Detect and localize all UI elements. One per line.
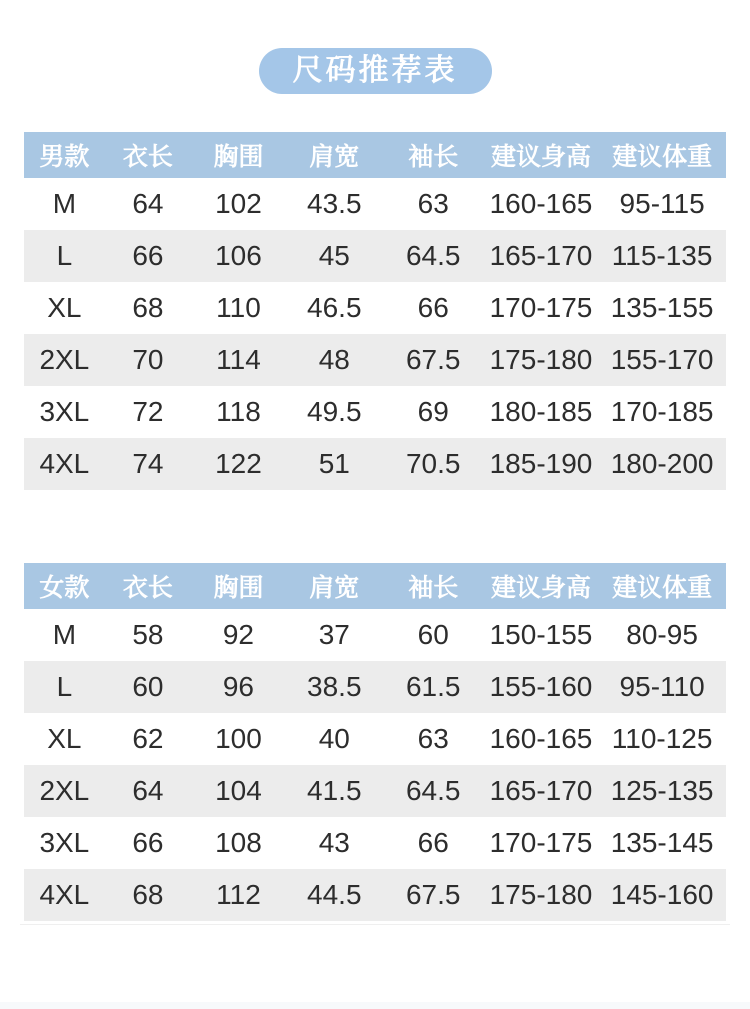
size-cell: XL [47,723,82,754]
page-title: 尺码推荐表 [259,48,492,94]
size-cell: 3XL [39,396,90,427]
table-cell: 102 [215,188,262,219]
bottom-shadow [0,1002,750,1009]
table-row [24,334,726,386]
table-cell: 80-95 [626,619,698,650]
table-row [24,817,726,869]
header-cell-shoulder: 肩宽 [286,563,383,609]
table-cell: 63 [417,723,449,754]
table-cell: 95-115 [619,188,705,219]
table-cell: 62 [132,723,164,754]
table-cell: 58 [132,619,164,650]
size-cell: 4XL [24,438,105,490]
table-cell: 92 [222,619,255,650]
size-cell: 2XL [24,765,105,817]
header-cell-length: 衣长 [105,563,191,609]
table-cell: 66 [105,230,191,282]
table-cell: 64 [132,188,164,219]
table-cell: 104 [191,765,286,817]
table-row [24,765,726,817]
table-cell: 118 [216,396,261,427]
table-cell: 70.5 [383,438,484,490]
table-cell: 122 [191,438,286,490]
table-cell: 170-175 [489,292,593,323]
table-row [24,386,726,438]
table-cell: 165-170 [484,765,598,817]
table-cell: 115-135 [598,230,726,282]
table-row [24,713,726,765]
table-cell: 165-170 [484,230,598,282]
table-cell: 180-200 [598,438,726,490]
header-cell-height: 建议身高 [484,563,598,609]
table-cell: 110 [216,292,261,323]
table-cell: 95-110 [598,661,726,713]
size-cell: 4XL [24,869,105,921]
header-cell-sleeve: 袖长 [383,132,484,178]
table-cell: 135-155 [610,292,714,323]
header-cell-weight: 建议体重 [598,563,726,609]
header-cell-sleeve: 袖长 [383,563,484,609]
table-cell: 160-165 [489,723,593,754]
table-cell: 175-180 [484,334,598,386]
title-area [0,0,750,94]
table-cell: 37 [318,619,350,650]
table-cell: 69 [417,396,449,427]
table-row [24,438,726,490]
size-cell: M [52,619,77,650]
table-cell: 41.5 [286,765,383,817]
table-cell: 108 [215,827,262,858]
header-cell-length: 衣长 [105,132,191,178]
table-cell: 112 [191,869,286,921]
header-cell-gender: 女款 [24,563,105,609]
table-cell: 96 [191,661,286,713]
header-cell-height: 建议身高 [484,132,598,178]
table-cell: 64.5 [383,765,484,817]
table-cell: 135-145 [610,827,714,858]
table-cell: 170-175 [489,827,593,858]
table-cell: 106 [191,230,286,282]
header-cell-weight: 建议体重 [598,132,726,178]
womens-size-table [24,563,726,921]
mens-header-row [24,132,726,178]
table-cell: 160-165 [489,188,593,219]
table-cell: 60 [105,661,191,713]
size-cell: XL [47,292,82,323]
mens-size-table [24,132,726,490]
table-cell: 38.5 [286,661,383,713]
table-cell: 66 [417,827,449,858]
table-cell: 48 [286,334,383,386]
table-cell: 40 [318,723,350,754]
table-row [24,178,726,230]
header-cell-shoulder: 肩宽 [286,132,383,178]
table-cell: 49.5 [307,396,362,427]
size-cell: 3XL [39,827,90,858]
table-cell: 63 [417,188,449,219]
table-cell: 185-190 [484,438,598,490]
table-cell: 44.5 [286,869,383,921]
size-cell: L [24,661,105,713]
size-cell: 2XL [24,334,105,386]
table-cell: 68 [132,292,164,323]
table-cell: 170-185 [610,396,714,427]
table-cell: 100 [215,723,262,754]
table-cell: 155-170 [598,334,726,386]
table-cell: 180-185 [489,396,593,427]
table-row [24,869,726,921]
size-cell: L [24,230,105,282]
divider [20,924,730,925]
table-cell: 74 [105,438,191,490]
table-cell: 43.5 [307,188,362,219]
size-cell: M [52,188,77,219]
table-cell: 175-180 [484,869,598,921]
table-cell: 43 [318,827,350,858]
table-cell: 72 [132,396,164,427]
table-cell: 67.5 [383,334,484,386]
header-cell-chest: 胸围 [191,132,286,178]
header-cell-chest: 胸围 [191,563,286,609]
table-cell: 125-135 [598,765,726,817]
table-cell: 45 [286,230,383,282]
header-cell-gender: 男款 [24,132,105,178]
table-cell: 66 [417,292,449,323]
table-cell: 155-160 [484,661,598,713]
table-row [24,609,726,661]
table-row [24,230,726,282]
table-cell: 64.5 [383,230,484,282]
table-cell: 51 [286,438,383,490]
table-cell: 66 [132,827,164,858]
table-cell: 150-155 [489,619,593,650]
table-row [24,282,726,334]
table-cell: 145-160 [598,869,726,921]
table-cell: 67.5 [383,869,484,921]
table-cell: 60 [417,619,449,650]
table-cell: 114 [191,334,286,386]
table-cell: 70 [105,334,191,386]
womens-header-row [24,563,726,609]
table-cell: 46.5 [307,292,362,323]
table-cell: 64 [105,765,191,817]
table-cell: 110-125 [611,723,713,754]
table-row [24,661,726,713]
table-cell: 61.5 [383,661,484,713]
table-cell: 68 [105,869,191,921]
